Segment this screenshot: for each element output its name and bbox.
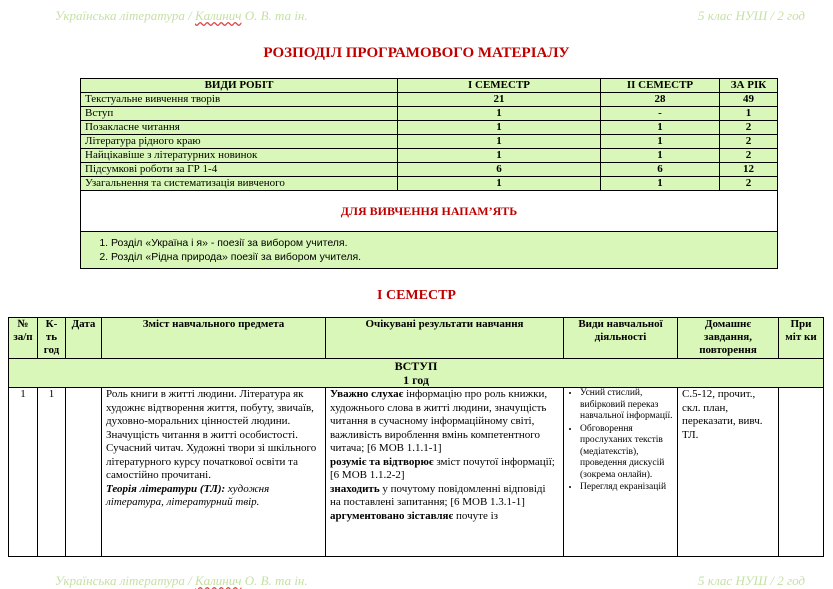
hours-cell: 1 bbox=[398, 107, 601, 121]
table-header-row bbox=[81, 79, 778, 93]
hours-cell: 1 bbox=[398, 177, 601, 191]
list-item: 1. Розділ «Україна і я» - поезії за вибором учителя. bbox=[111, 236, 773, 250]
result-text: зміст почутої інформації; [6 МОВ 1.1.2-2] bbox=[330, 455, 555, 481]
memorize-title: ДЛЯ ВИВЧЕННЯ НАПАМ’ЯТЬ bbox=[81, 191, 778, 232]
content-text: Роль книги в житті людини. Література як художнє відтворення життя, побуту, звичаїв, духовно-моральних цінностей людини. Значущість читання в житті особистості. Сучасний читач. Художні твори зі шкільного літературного курсу початкової освіти та самостійно прочитані. bbox=[106, 388, 317, 481]
memorize-title-row bbox=[81, 191, 778, 232]
row-homework: С.5-12, прочит., скл. план, переказати, вивч. ТЛ. bbox=[678, 388, 779, 557]
hours-cell: 1 bbox=[398, 149, 601, 163]
hours-cell: 1 bbox=[601, 149, 720, 163]
semester-title: І СЕМЕСТР bbox=[377, 288, 456, 303]
col-header: Очікувані результати навчання bbox=[326, 318, 564, 359]
hours-cell: 6 bbox=[398, 163, 601, 177]
hours-cell: 2 bbox=[720, 149, 778, 163]
table-row bbox=[9, 388, 824, 557]
col-header: Домашнє завдання, повторення bbox=[678, 318, 779, 359]
hours-cell: 2 bbox=[720, 135, 778, 149]
hours-cell: 1 bbox=[720, 107, 778, 121]
section-row bbox=[9, 359, 824, 388]
work-type-cell: Найцікавіше з літературних новинок bbox=[81, 149, 398, 163]
hours-cell: 1 bbox=[601, 135, 720, 149]
result-verb: знаходить bbox=[330, 482, 380, 495]
col-header: К-ть год bbox=[38, 318, 66, 359]
work-type-cell: Позакласне читання bbox=[81, 121, 398, 135]
row-activities bbox=[564, 388, 678, 557]
result-verb: Уважно слухає bbox=[330, 388, 404, 400]
table-row bbox=[81, 93, 778, 107]
table-row bbox=[81, 107, 778, 121]
work-type-cell: Вступ bbox=[81, 107, 398, 121]
section-title: ВСТУП bbox=[394, 359, 438, 373]
theory-label: Теорія літератури (ТЛ): bbox=[106, 482, 226, 495]
lesson-plan-table bbox=[8, 317, 824, 557]
work-type-cell: Узагальнення та систематизація вивченого bbox=[81, 177, 398, 191]
table-row bbox=[81, 135, 778, 149]
result-text: у почутому повідомленні відповіді на поставлені запитання; [6 МОВ 1.3.1-1] bbox=[330, 482, 546, 508]
work-types-table bbox=[80, 78, 778, 269]
hours-cell: 21 bbox=[398, 93, 601, 107]
table-row bbox=[81, 149, 778, 163]
table-row bbox=[81, 163, 778, 177]
memorize-list bbox=[85, 236, 773, 264]
row-notes bbox=[779, 388, 824, 557]
table-row bbox=[81, 177, 778, 191]
list-item: • Перегляд екранізацій bbox=[580, 482, 673, 494]
hours-cell: 28 bbox=[601, 93, 720, 107]
theory-text: художня література, літературний твір. bbox=[106, 482, 270, 508]
col-header: При міт ки bbox=[779, 318, 824, 359]
hours-cell: 6 bbox=[601, 163, 720, 177]
header-right: 5 клас НУШ / 2 год bbox=[698, 8, 805, 23]
col-header: Дата bbox=[66, 318, 102, 359]
work-type-cell: Текстуальне вивчення творів bbox=[81, 93, 398, 107]
activities-list bbox=[568, 388, 673, 494]
result-verb: розуміє та відтворює bbox=[330, 455, 434, 468]
work-type-cell: Підсумкові роботи за ГР 1-4 bbox=[81, 163, 398, 177]
footer-right: 5 клас НУШ / 2 год bbox=[698, 573, 805, 588]
hours-cell: 1 bbox=[398, 121, 601, 135]
header-left: Українська література / Калинич О. В. та ін. bbox=[55, 8, 308, 23]
col-header: № за/п bbox=[9, 318, 38, 359]
row-number: 1 bbox=[9, 388, 38, 557]
col-header: ІІ СЕМЕСТР bbox=[601, 79, 720, 93]
work-type-cell: Література рідного краю bbox=[81, 135, 398, 149]
col-header: ЗА РІК bbox=[720, 79, 778, 93]
col-header: І СЕМЕСТР bbox=[398, 79, 601, 93]
table-row bbox=[81, 121, 778, 135]
plan-header-row bbox=[9, 318, 824, 359]
list-item: 2. Розділ «Рідна природа» поезії за вибором учителя. bbox=[111, 250, 773, 264]
hours-cell: 12 bbox=[720, 163, 778, 177]
hours-cell: 2 bbox=[720, 177, 778, 191]
hours-cell: 2 bbox=[720, 121, 778, 135]
list-item: • Усний стислий, вибірковий переказ навчальної інформації. bbox=[580, 388, 673, 423]
hours-cell: 1 bbox=[601, 121, 720, 135]
row-date bbox=[66, 388, 102, 557]
hours-cell: 1 bbox=[601, 177, 720, 191]
row-hours: 1 bbox=[38, 388, 66, 557]
hours-cell: - bbox=[601, 107, 720, 121]
hours-cell: 49 bbox=[720, 93, 778, 107]
page-title: РОЗПОДІЛ ПРОГРАМОВОГО МАТЕРІАЛУ bbox=[263, 45, 570, 61]
col-header: Види навчальної діяльності bbox=[564, 318, 678, 359]
row-content bbox=[102, 388, 326, 557]
col-header: ВИДИ РОБІТ bbox=[81, 79, 398, 93]
result-verb: аргументовано зіставляє bbox=[330, 509, 454, 522]
result-text: інформацію про роль книжки, художнього слова в житті людини, значущість читання в сучасному інформаційному світі, важливість вироблення вмінь компетентного читача; [6 МОВ 1.1.1-1] bbox=[330, 388, 548, 454]
memorize-list-row bbox=[81, 232, 778, 269]
result-text: почуте із bbox=[453, 509, 498, 522]
row-results bbox=[326, 388, 564, 557]
hours-cell: 1 bbox=[398, 135, 601, 149]
list-item: • Обговорення прослуханих текстів (медіатекстів), проведення дискусій (зокрема онлайн). bbox=[580, 424, 673, 482]
col-header: Зміст навчального предмета bbox=[102, 318, 326, 359]
section-hours: 1 год bbox=[403, 373, 429, 387]
footer-left: Українська література / Калинич О. В. та ін. bbox=[55, 573, 308, 588]
